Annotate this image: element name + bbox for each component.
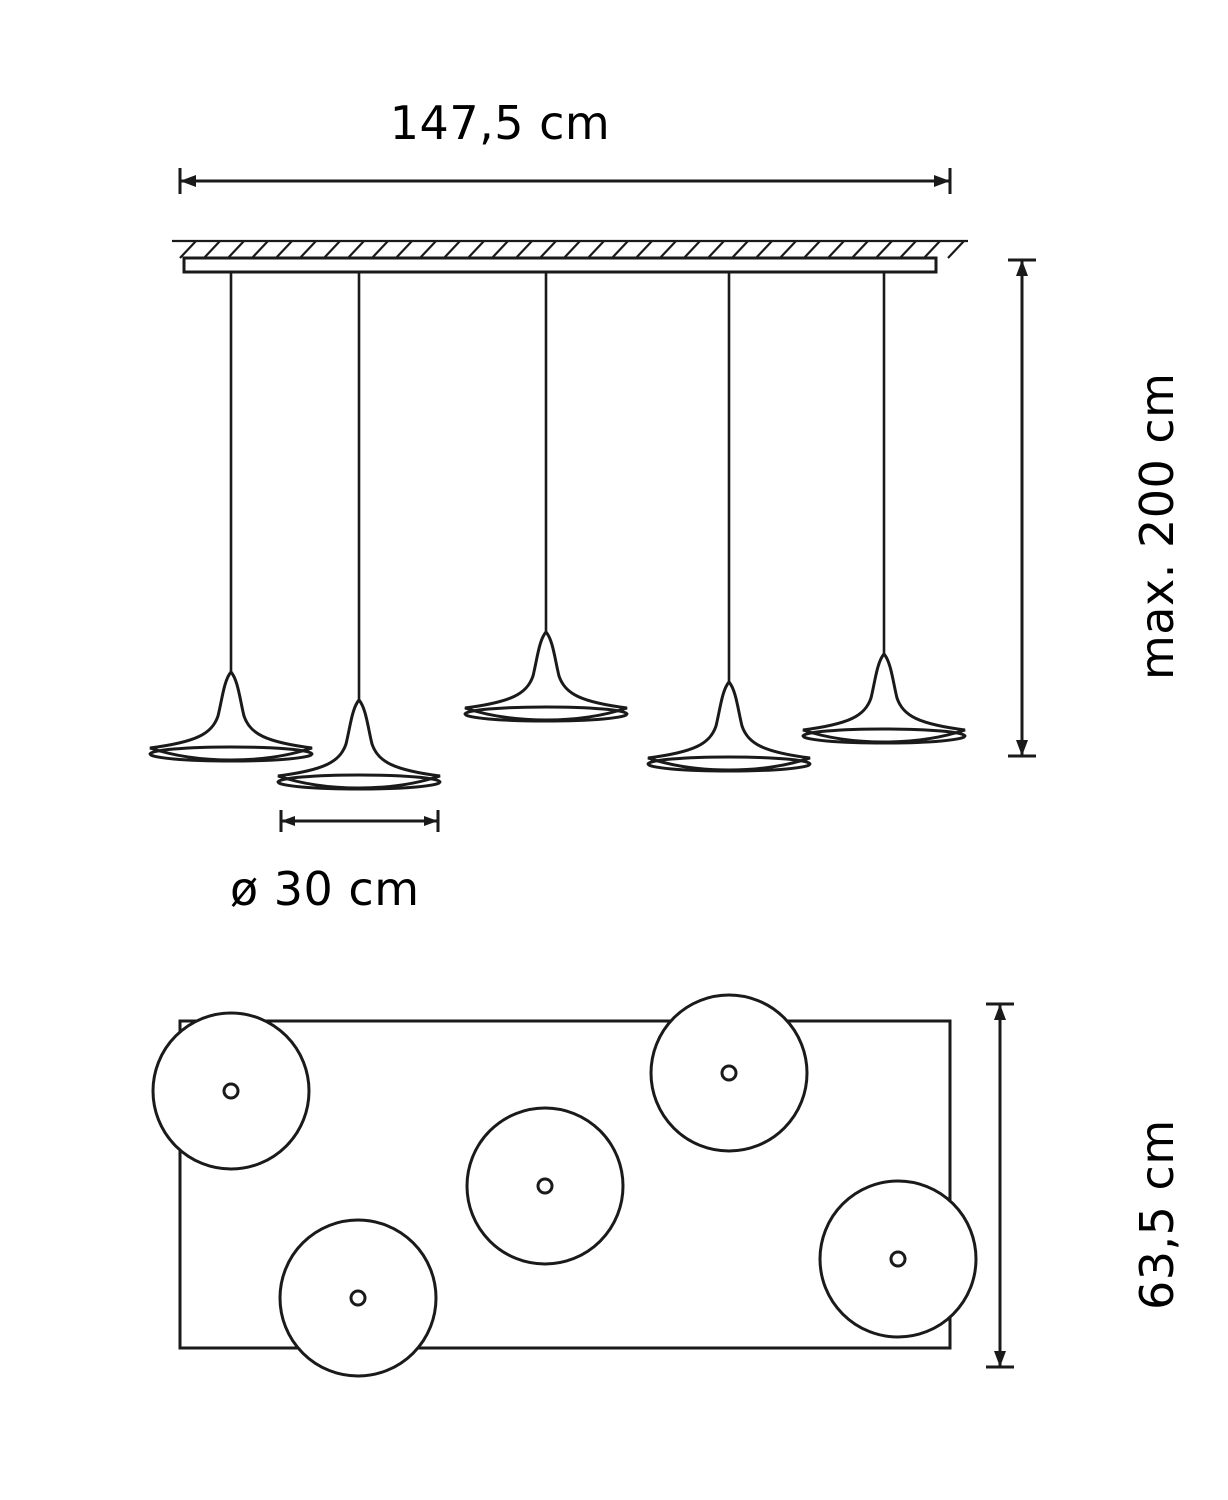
depth-dimension bbox=[986, 1004, 1014, 1367]
lamp-shade bbox=[278, 700, 440, 789]
height-dimension bbox=[1008, 260, 1036, 756]
diameter-dimension-label: ø 30 cm bbox=[230, 862, 420, 916]
ceiling-hatching bbox=[172, 241, 968, 258]
lamp-shade bbox=[803, 654, 965, 743]
height-dimension-label: max. 200 cm bbox=[1130, 372, 1184, 680]
lamp-shade bbox=[648, 682, 810, 771]
lamp-shade bbox=[150, 672, 312, 761]
diameter-dimension bbox=[281, 810, 438, 832]
suspension-cables bbox=[231, 272, 884, 718]
depth-dimension-label: 63,5 cm bbox=[1130, 1119, 1184, 1310]
width-dimension bbox=[180, 168, 950, 194]
canopy-bar bbox=[184, 258, 936, 272]
width-dimension-label: 147,5 cm bbox=[389, 96, 611, 150]
lamp-shade bbox=[465, 632, 627, 721]
